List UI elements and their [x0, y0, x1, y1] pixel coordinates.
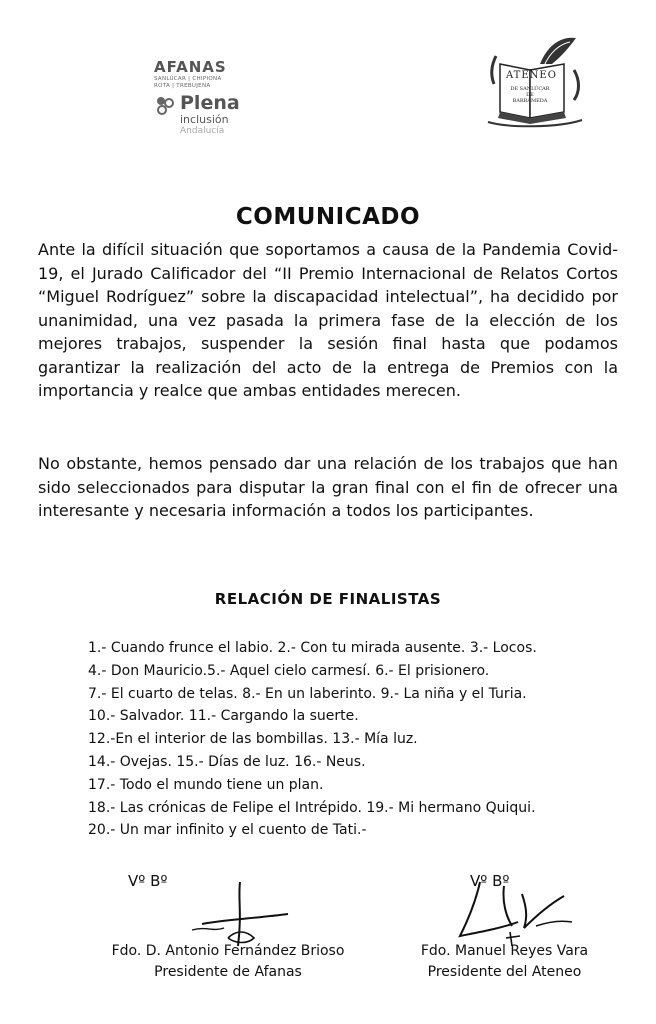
afanas-locations: [154, 76, 222, 90]
afanas-locations-line1: SANLÚCAR | CHIPIONA: [154, 76, 222, 82]
list-item: 7.- El cuarto de telas. 8.- En un laberinto. 9.- La niña y el Turia.: [88, 685, 527, 702]
vobo-right: Vº Bº: [470, 872, 510, 890]
inclusion-word: inclusión: [180, 113, 229, 126]
ateneo-logo: [478, 34, 590, 132]
list-item: 14.- Ovejas. 15.- Días de luz. 16.- Neus.: [88, 753, 366, 770]
signer-right: [392, 941, 617, 983]
list-item: 12.-En el interior de las bombillas. 13.- Mía luz.: [88, 731, 418, 748]
list-item: 17.- Todo el mundo tiene un plan.: [88, 776, 324, 793]
signer-right-name: Fdo. Manuel Reyes Vara: [420, 943, 589, 959]
list-item: 18.- Las crónicas de Felipe el Intrépido. 19.- Mi hermano Quiqui.: [88, 799, 536, 816]
plena-inclusion-icon: [154, 95, 176, 117]
ateneo-book-icon: [478, 34, 590, 132]
ateneo-name: ATENEO: [506, 70, 557, 81]
list-item: 20.- Un mar infinito y el cuento de Tati.-: [88, 822, 367, 839]
signer-left-name: Fdo. D. Antonio Fernández Brioso: [111, 943, 345, 959]
signer-left: [88, 941, 368, 983]
list-item: 4.- Don Mauricio.5.- Aquel cielo carmesí. 6.- El prisionero.: [88, 662, 490, 679]
signer-left-role: Presidente de Afanas: [154, 964, 302, 980]
finalists-list: [88, 637, 608, 842]
afanas-locations-line2: ROTA | TREBUJENA: [154, 83, 211, 89]
afanas-logo: [150, 58, 260, 142]
plena-word: Plena: [180, 92, 240, 114]
list-item: 1.- Cuando frunce el labio. 2.- Con tu mirada ausente. 3.- Locos.: [88, 640, 537, 656]
paragraph-1: Ante la difícil situación que soportamos a causa de la Pandemia Covid-19, el Jurado Calificador del “II Premio Internacional de Relatos Cortos “Miguel Rodríguez” sobre la discapacidad intelectual”, ha decidido por unanimidad, una vez pasada la primera fase de la elección de los mejores trabajos, suspender la sesión final hasta que podamos garantizar la realización del acto de la entrega de Premios con la importancia y realce que ambas entidades merecen.: [38, 240, 618, 400]
signature-left: [188, 880, 298, 950]
list-item: 10.- Salvador. 11.- Cargando la suerte.: [88, 708, 359, 725]
signer-right-role: Presidente del Ateneo: [427, 964, 582, 980]
signature-right: [440, 876, 590, 948]
document-title: COMUNICADO: [235, 204, 421, 230]
paragraph-2: No obstante, hemos pensado dar una relación de los trabajos que han sido seleccionados para disputar la gran final con el fin de ofrecer una interesante y necesaria información a todos los participantes.: [38, 454, 618, 520]
region-word: Andalucía: [180, 126, 225, 136]
afanas-name: AFANAS: [154, 58, 227, 76]
ateneo-subtitle: DE SANLÚCAR DE BARRAMEDA: [510, 86, 550, 104]
finalists-title: RELACIÓN DE FINALISTAS: [214, 590, 442, 608]
vobo-left: Vº Bº: [128, 872, 168, 890]
